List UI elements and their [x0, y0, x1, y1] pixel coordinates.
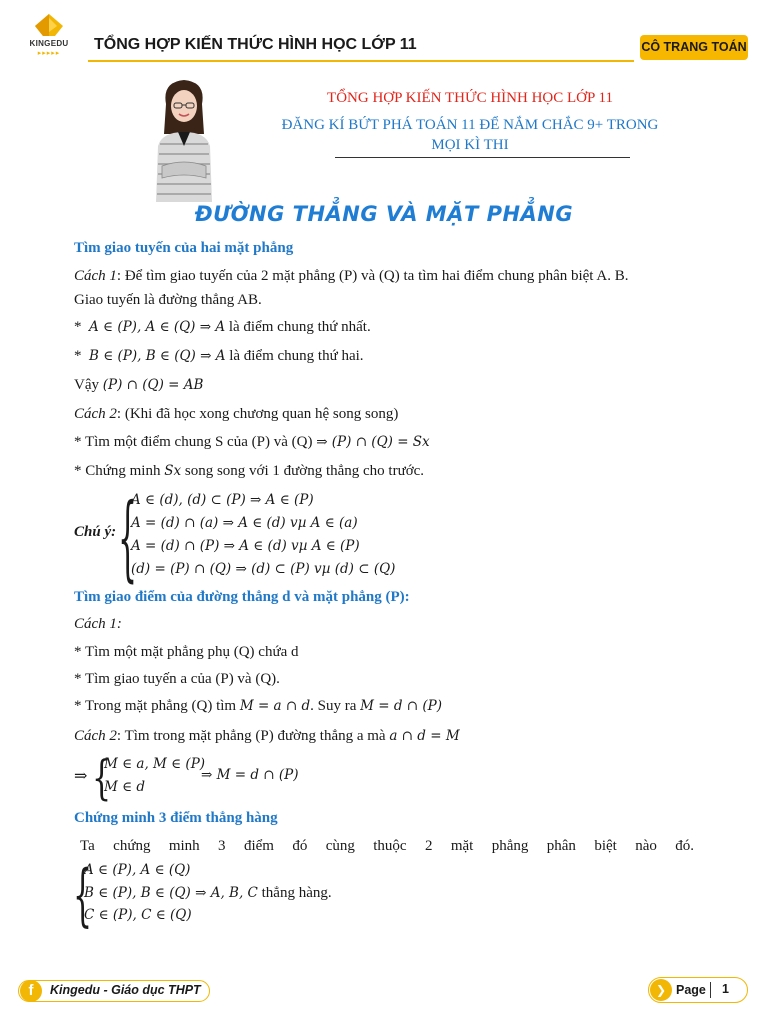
- s1-cach2-line: [74, 406, 398, 423]
- s2-cach2-label: Cách 2: [74, 728, 117, 744]
- s1-cach1-label: Cách 1: [74, 268, 117, 284]
- s1-bullet2-text: là điểm chung thứ hai.: [225, 348, 364, 364]
- logo-arrows: ▸▸▸▸▸: [37, 49, 61, 57]
- intro-subheading-line2: MỌI KÌ THI: [431, 137, 509, 153]
- s1-cach2-bullet2: [74, 463, 424, 480]
- teacher-photo: [148, 74, 220, 202]
- intro-heading: TỔNG HỢP KIẾN THỨC HÌNH HỌC LỚP 11: [327, 90, 613, 106]
- s2-bullet3-text1: * Trong mặt phẳng (Q) tìm: [74, 698, 240, 714]
- s3-sys-line2-math: B ∈ (P), B ∈ (Q): [84, 885, 191, 901]
- s1-note: Chú ý:: [74, 524, 117, 540]
- s2-sys-line2: M ∈ d: [104, 779, 146, 795]
- s1-bullet1-math: A ∈ (P), A ∈ (Q) ⇒ A: [89, 319, 226, 335]
- s2-cach2-text: : Tìm trong mặt phẳng (P) đường thẳng a mà: [116, 728, 390, 744]
- header-divider: [88, 60, 634, 62]
- s1-cach2-bullet1: [74, 434, 430, 451]
- s1-bullet1: * A ∈ (P), A ∈ (Q) ⇒ A là điểm chung thứ nhất.: [74, 319, 371, 335]
- chevron-right-icon: ❯: [650, 979, 672, 1001]
- page-separator: [710, 982, 711, 998]
- s2-cach2-math: a ∩ d = M: [389, 728, 460, 744]
- s1-conclusion: [74, 377, 203, 394]
- page-number: 1: [722, 982, 729, 996]
- s2-bullet1: * Tìm một mặt phẳng phụ (Q) chứa d: [74, 644, 299, 660]
- s2-bullet2: * Tìm giao tuyến a của (P) và (Q).: [74, 671, 280, 687]
- s2-sys-suffix: ⇒ M = d ∩ (P): [201, 767, 299, 783]
- s1-cach2-text: : (Khi đã học xong chương quan hệ song song): [116, 406, 399, 422]
- s2-sys-prefix: ⇒: [74, 766, 88, 785]
- s1-conclusion-text: Vậy: [74, 377, 103, 393]
- intro-subheading-line1: ĐĂNG KÍ BỨT PHÁ TOÁN 11 ĐỂ NẮM CHẮC 9+ TRONG: [281, 117, 659, 133]
- s1-cach1-line2: Giao tuyến là đường thẳng AB.: [74, 292, 262, 308]
- s3-text: Ta chứng minh 3 điểm đó cùng thuộc 2 mặt phẳng phân biệt nào đó.: [80, 838, 694, 854]
- s1-note-brace: {: [118, 486, 138, 595]
- s1-note-label: Chú ý: [74, 524, 112, 540]
- author-badge: CÔ TRANG TOÁN: [640, 35, 748, 60]
- s1-cach2-bullet2-text2: song song với 1 đường thẳng cho trước.: [181, 463, 425, 479]
- s2-sys-brace: {: [92, 752, 112, 807]
- s1-cach2-label: Cách 2: [74, 406, 117, 422]
- s1-note-line4: (d) = (P) ∩ (Q) ⇒ (d) ⊂ (P) vµ (d) ⊂ (Q): [131, 561, 396, 577]
- s1-bullet1-text: là điểm chung thứ nhất.: [225, 319, 371, 335]
- crown-icon: [29, 12, 69, 38]
- page-header: [0, 0, 768, 72]
- s1-cach2-bullet1-math: ⇒ (P) ∩ (Q) = Sx: [316, 434, 430, 450]
- s1-cach1-text: : Để tìm giao tuyến của 2 mặt phẳng (P) và (Q) ta tìm hai điểm chung phân biệt A. B.: [116, 268, 629, 284]
- s2-sys-line1: M ∈ a, M ∈ (P): [104, 756, 206, 772]
- s1-bullet2: * B ∈ (P), B ∈ (Q) ⇒ A là điểm chung thứ hai.: [74, 348, 364, 364]
- kingedu-logo: [24, 12, 74, 68]
- section3-heading: Chứng minh 3 điểm thẳng hàng: [74, 810, 278, 826]
- s2-cach1-label: Cách 1:: [74, 616, 122, 632]
- s1-cach1-line: [74, 268, 628, 285]
- intro-rule: [335, 157, 630, 158]
- page-label: Page: [676, 983, 706, 997]
- s1-conclusion-math: (P) ∩ (Q) = AB: [102, 377, 204, 393]
- s3-sys-line3: C ∈ (P), C ∈ (Q): [84, 907, 192, 923]
- s1-cach2-bullet2-math: Sx: [164, 463, 182, 479]
- s2-bullet3-math2: M = d ∩ (P): [360, 698, 443, 714]
- section2-heading: Tìm giao điểm của đường thẳng d và mặt phẳng (P):: [74, 589, 410, 605]
- s1-note-line3: A = (d) ∩ (P) ⇒ A ∈ (d) vµ A ∈ (P): [131, 538, 360, 554]
- intro-subheading: [250, 115, 690, 155]
- section1-heading: Tìm giao tuyến của hai mặt phẳng: [74, 240, 294, 256]
- s3-sys-line2: [84, 885, 332, 902]
- s3-sys-suffix-text: thẳng hàng.: [257, 885, 332, 901]
- logo-text: KINGEDU: [29, 39, 69, 48]
- s1-note-line1: A ∈ (d), (d) ⊂ (P) ⇒ A ∈ (P): [131, 492, 314, 508]
- s1-cach2-bullet1-text: * Tìm một điểm chung S của (P) và (Q): [74, 434, 317, 450]
- header-title: TỔNG HỢP KIẾN THỨC HÌNH HỌC LỚP 11: [94, 36, 417, 53]
- s2-bullet3-math1: M = a ∩ d: [239, 698, 311, 714]
- main-title: ĐƯỜNG THẲNG VÀ MẶT PHẲNG: [194, 202, 574, 226]
- s1-bullet2-math: B ∈ (P), B ∈ (Q) ⇒ A: [89, 348, 226, 364]
- s1-note-line2: A = (d) ∩ (a) ⇒ A ∈ (d) vµ A ∈ (a): [131, 515, 358, 531]
- s1-cach2-bullet2-text1: * Chứng minh: [74, 463, 165, 479]
- s3-sys-brace: {: [73, 857, 93, 936]
- facebook-icon[interactable]: f: [20, 980, 42, 1002]
- s3-sys-line1: A ∈ (P), A ∈ (Q): [84, 862, 191, 878]
- s2-bullet3-text2: . Suy ra: [310, 698, 361, 714]
- s2-cach2-line: [74, 728, 460, 745]
- s2-bullet3: [74, 698, 442, 715]
- s3-sys-suffix-math: ⇒ A, B, C: [195, 885, 258, 901]
- footer-social-text[interactable]: Kingedu - Giáo dục THPT: [50, 983, 201, 997]
